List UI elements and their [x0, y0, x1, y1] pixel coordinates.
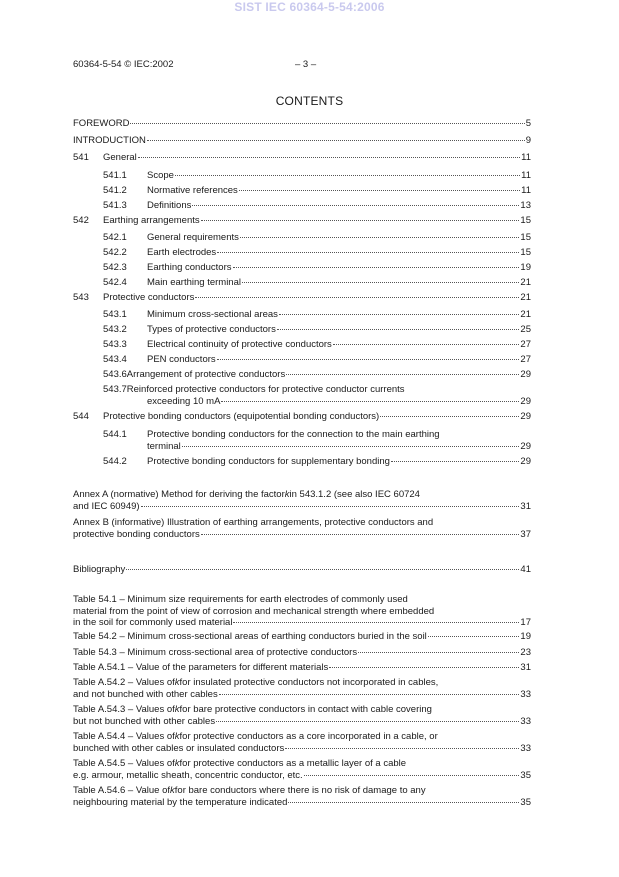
dot-leader	[126, 569, 519, 570]
dot-leader	[138, 157, 520, 158]
toc-entry-table-a-54-3[interactable]: Table A.54.3 – Values of k for bare protective conductors in contact with cable covering but not bunched with other cables 33	[73, 704, 531, 727]
toc-entry-table-54-3[interactable]: Table 54.3 – Minimum cross-sectional area of protective conductors 23	[73, 647, 531, 658]
toc-entry-foreword[interactable]: FOREWORD 5	[73, 118, 531, 129]
dot-leader	[240, 237, 520, 238]
dot-leader	[217, 359, 520, 360]
dot-leader	[329, 667, 519, 668]
toc-entry-542-2[interactable]: 542.2 Earth electrodes 15	[103, 247, 531, 258]
dot-leader	[391, 461, 519, 462]
toc-entry-543-1[interactable]: 543.1 Minimum cross-sectional areas 21	[103, 309, 531, 320]
dot-leader	[221, 401, 519, 402]
dot-leader	[182, 446, 520, 447]
dot-leader	[380, 416, 519, 417]
toc-entry-table-a-54-6[interactable]: Table A.54.6 – Value of k for bare conductors where there is no risk of damage to any neighbouring material by the temperature indicated 35	[73, 785, 531, 808]
toc-entry-543-7[interactable]: 543.7 Reinforced protective conductors for protective conductor currents exceeding 10 mA 29	[103, 384, 531, 407]
dot-leader	[279, 314, 519, 315]
dot-leader	[304, 775, 520, 776]
toc-entry-bibliography[interactable]: Bibliography 41	[73, 564, 531, 575]
dot-leader	[192, 205, 519, 206]
dot-leader	[333, 344, 520, 345]
dot-leader	[175, 175, 520, 176]
toc-entry-541-2[interactable]: 541.2 Normative references 11	[103, 185, 531, 196]
dot-leader	[242, 282, 519, 283]
toc-entry-table-a-54-2[interactable]: Table A.54.2 – Values of k for insulated protective conductors not incorporated in cables, and not bunched with other cables 33	[73, 677, 531, 700]
toc-entry-541[interactable]: 541 General 11	[73, 152, 531, 163]
toc-entry-table-a-54-4[interactable]: Table A.54.4 – Values of k for protective conductors as a core incorporated in a cable, or bunched with other cables or insulated conductors 33	[73, 731, 531, 754]
toc-entry-542-3[interactable]: 542.3 Earthing conductors 19	[103, 262, 531, 273]
toc-entry-543[interactable]: 543 Protective conductors 21	[73, 292, 531, 303]
dot-leader	[286, 374, 519, 375]
dot-leader	[195, 297, 519, 298]
toc-entry-543-6[interactable]: 543.6 Arrangement of protective conductors 29	[103, 369, 531, 380]
page-title: CONTENTS	[275, 94, 344, 108]
toc-entry-543-4[interactable]: 543.4 PEN conductors 27	[103, 354, 531, 365]
toc-entry-541-3[interactable]: 541.3 Definitions 13	[103, 200, 531, 211]
toc-entry-544[interactable]: 544 Protective bonding conductors (equipotential bonding conductors) 29	[73, 411, 531, 422]
toc-entry-table-a-54-1[interactable]: Table A.54.1 – Value of the parameters for different materials 31	[73, 662, 531, 673]
dot-leader	[233, 267, 520, 268]
dot-leader	[130, 123, 524, 124]
toc-entry-table-a-54-5[interactable]: Table A.54.5 – Values of k for protective conductors as a metallic layer of a cable e.g. armour, metallic sheath, concentric conductor, etc. 35	[73, 758, 531, 781]
dot-leader	[239, 190, 520, 191]
toc-entry-543-2[interactable]: 543.2 Types of protective conductors 25	[103, 324, 531, 335]
toc-entry-introduction[interactable]: INTRODUCTION 9	[73, 135, 531, 146]
dot-leader	[217, 252, 519, 253]
dot-leader	[277, 329, 520, 330]
toc-entry-annex-b[interactable]: Annex B (informative) Illustration of earthing arrangements, protective conductors and protective bonding conductors 37	[73, 517, 531, 540]
toc-entry-541-1[interactable]: 541.1 Scope 11	[103, 170, 531, 181]
toc-entry-544-1[interactable]: 544.1 Protective bonding conductors for the connection to the main earthing terminal 29	[103, 429, 531, 452]
dot-leader	[219, 694, 520, 695]
dot-leader	[288, 802, 519, 803]
dot-leader	[428, 636, 520, 637]
dot-leader	[233, 622, 519, 623]
watermark: SIST IEC 60364-5-54:2006	[234, 0, 385, 14]
toc-entry-542-4[interactable]: 542.4 Main earthing terminal 21	[103, 277, 531, 288]
document-id: 60364-5-54 © IEC:2002	[73, 59, 174, 70]
dot-leader	[285, 748, 519, 749]
dot-leader	[216, 721, 519, 722]
dot-leader	[147, 140, 525, 141]
toc-entry-annex-a[interactable]: Annex A (normative) Method for deriving the factor k in 543.1.2 (see also IEC 60724 and IEC 60949) 31	[73, 489, 531, 512]
toc-entry-544-2[interactable]: 544.2 Protective bonding conductors for supplementary bonding 29	[103, 456, 531, 467]
dot-leader	[141, 506, 520, 507]
dot-leader	[201, 220, 520, 221]
toc-entry-table-54-2[interactable]: Table 54.2 – Minimum cross-sectional areas of earthing conductors buried in the soil 19	[73, 631, 531, 642]
dot-leader	[358, 652, 519, 653]
toc-entry-543-3[interactable]: 543.3 Electrical continuity of protective conductors 27	[103, 339, 531, 350]
toc-entry-542-1[interactable]: 542.1 General requirements 15	[103, 232, 531, 243]
toc-entry-table-54-1[interactable]: Table 54.1 – Minimum size requirements for earth electrodes of commonly used material from the point of view of corrosion and mechanical strength where embedded in the soil for commonly used material 17	[73, 594, 531, 628]
dot-leader	[201, 534, 520, 535]
toc-entry-542[interactable]: 542 Earthing arrangements 15	[73, 215, 531, 226]
page-number: – 3 –	[295, 59, 317, 70]
